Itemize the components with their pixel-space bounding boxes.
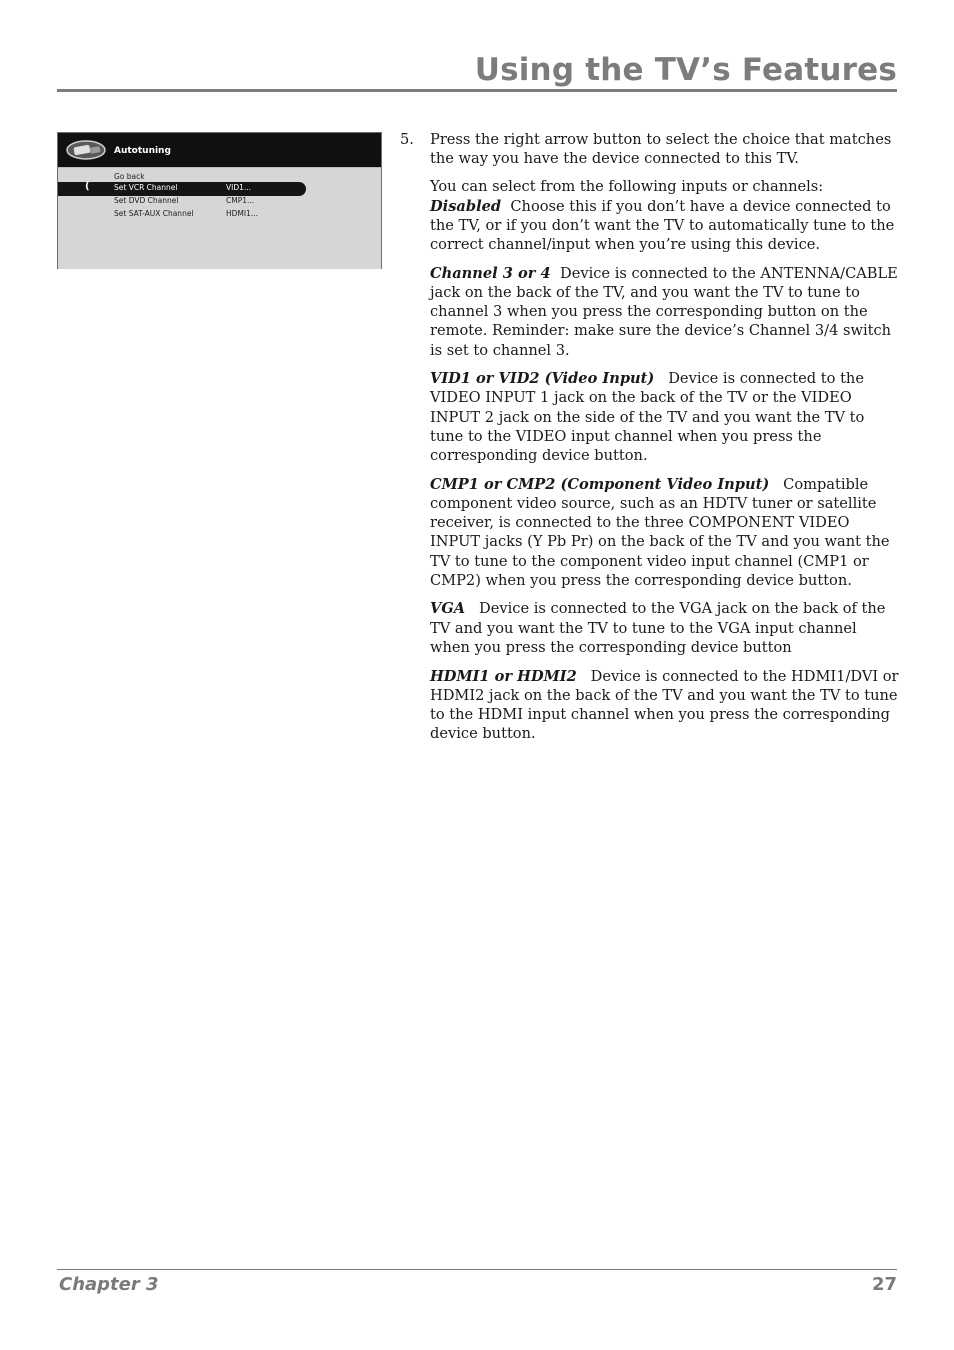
instructions (400, 130, 900, 753)
menu-body (58, 167, 381, 269)
menu-item-set-dvd-channel[interactable] (58, 195, 381, 208)
menu-item-label: Set DVD Channel (114, 196, 179, 205)
option-term: Disabled (430, 197, 502, 215)
option-vga (430, 599, 900, 657)
menu-item-label: Set VCR Channel (114, 183, 178, 192)
menu-item-value: HDMI1... (226, 209, 259, 218)
menu-item-value: CMP1... (226, 196, 255, 205)
step-text: Press the right arrow button to select the choice that matches the way you have the device connected to this TV. (430, 131, 892, 168)
autotuning-menu-screenshot (57, 132, 382, 269)
page-number: 27 (871, 1274, 897, 1295)
option-channel-3-or-4 (430, 264, 900, 360)
option-description: Device is connected to the VIDEO INPUT 1 jack on the back of the TV or the VIDEO INPUT 2 jack on the side of the TV and you want the TV to tune to the VIDEO input channel when you press the corresponding device button. (430, 370, 865, 465)
option-hdmi1-or-hdmi2 (430, 667, 900, 744)
option-term: CMP1 or CMP2 (Component Video Input) (430, 475, 770, 493)
menu-item-set-sat-aux-channel[interactable] (58, 208, 381, 221)
tv-connector-icon (65, 139, 107, 161)
page-title: Using the TV’s Features (474, 52, 897, 88)
option-disabled (430, 197, 900, 255)
menu-title: Autotuning (114, 146, 171, 156)
selection-highlight (58, 182, 306, 196)
step-number: 5. (400, 131, 414, 148)
header-rule (57, 89, 897, 92)
menu-item-label: Set SAT-AUX Channel (114, 209, 194, 218)
option-description: Compatible component video source, such as an HDTV tuner or satellite receiver, is connected to the three COMPONENT VIDEO INPUT jacks (Y Pb Pr) on the back of the TV and you want the TV to tune to the component video input channel (CMP1 or CMP2) when you press the corresponding device button. (430, 475, 890, 589)
option-description: Device is connected to the HDMI1/DVI or HDMI2 jack on the back of the TV and you want the TV to tune to the HDMI input channel when you press the corresponding device button. (430, 667, 899, 743)
menu-item-label: Go back (114, 172, 145, 181)
option-term: VID1 or VID2 (Video Input) (430, 370, 655, 388)
menu-title-bar (58, 133, 381, 167)
option-term: HDMI1 or HDMI2 (430, 667, 577, 685)
option-term: Channel 3 or 4 (430, 264, 551, 282)
menu-item-value: VID1... (226, 183, 252, 192)
intro-text: You can select from the following inputs or channels: (430, 178, 824, 196)
footer-rule (57, 1269, 897, 1270)
option-vid1-or-vid2 (430, 369, 900, 465)
option-description: Choose this if you don’t have a device connected to the TV, or if you don’t want the TV to automatically tune to the correct channel/input when you’re using this device. (430, 197, 895, 254)
menu-item-set-vcr-channel[interactable] (58, 182, 381, 195)
selection-marker: ( (85, 181, 90, 192)
step-5 (400, 130, 900, 168)
option-description: Device is connected to the ANTENNA/CABLE jack on the back of the TV, and you want the TV to tune to channel 3 when you press the corresponding button on the remote. Reminder: make sure the device’s Channel 3/4 switch is set to channel 3. (430, 264, 898, 359)
option-description: Device is connected to the VGA jack on the back of the TV and you want the TV to tune to the VGA input channel when you press the corresponding device button (430, 600, 886, 656)
option-cmp1-or-cmp2 (430, 475, 900, 590)
footer-chapter: Chapter 3 (59, 1274, 159, 1295)
option-term: VGA (430, 600, 466, 618)
